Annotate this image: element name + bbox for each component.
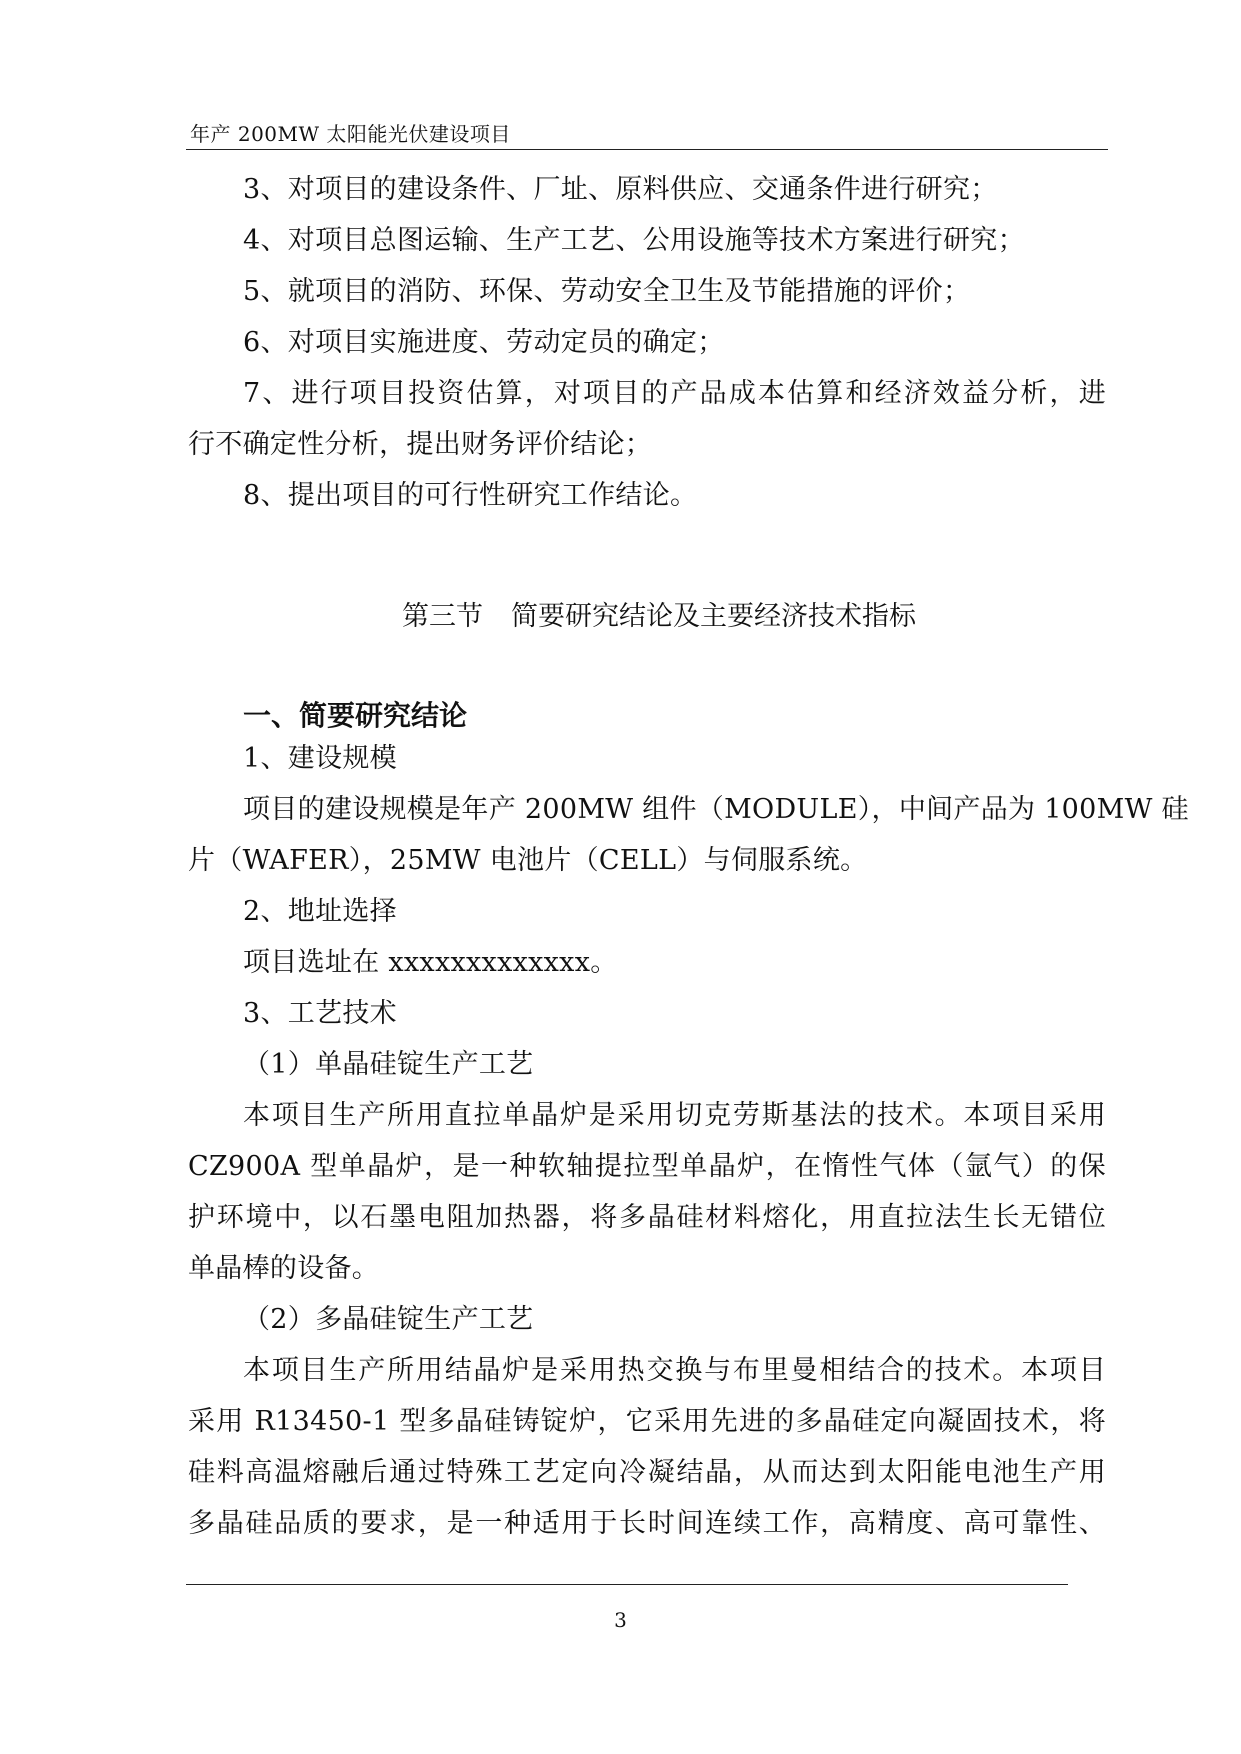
list-item: 3、对项目的建设条件、厂址、原料供应、交通条件进行研究；: [243, 174, 998, 205]
list-item: 5、就项目的消防、环保、劳动安全卫生及节能措施的评价；: [243, 276, 971, 307]
item-heading: 1、建设规模: [243, 743, 397, 774]
list-item-continuation: 行不确定性分析，提出财务评价结论；: [188, 429, 653, 460]
paragraph-line: 片（WAFER），25MW 电池片（CELL）与伺服系统。: [188, 845, 868, 876]
paragraph-line: 本项目生产所用直拉单晶炉是采用切克劳斯基法的技术。本项目采用: [243, 1100, 1106, 1131]
paragraph-line: 项目选址在 xxxxxxxxxxxxx。: [243, 947, 618, 978]
item-heading: 3、工艺技术: [243, 998, 397, 1029]
page-number: 3: [614, 1608, 627, 1632]
section-number: 第三节: [402, 601, 483, 632]
sub-item-heading: （2）多晶硅锭生产工艺: [243, 1304, 534, 1335]
footer-divider: [186, 1584, 1068, 1585]
running-header: 年产 200MW 太阳能光伏建设项目: [190, 122, 511, 146]
section-name: 简要研究结论及主要经济技术指标: [511, 601, 916, 632]
list-item: 6、对项目实施进度、劳动定员的确定；: [243, 327, 725, 358]
list-item: 7、进行项目投资估算，对项目的产品成本估算和经济效益分析，进: [243, 378, 1106, 409]
sub-item-heading: （1）单晶硅锭生产工艺: [243, 1049, 534, 1080]
paragraph-line: 硅料高温熔融后通过特殊工艺定向冷凝结晶，从而达到太阳能电池生产用: [188, 1457, 1106, 1488]
paragraph-line: CZ900A 型单晶炉，是一种软轴提拉型单晶炉，在惰性气体（氩气）的保: [188, 1151, 1106, 1182]
item-heading: 2、地址选择: [243, 896, 397, 927]
paragraph-line: 护环境中，以石墨电阻加热器，将多晶硅材料熔化，用直拉法生长无错位: [188, 1202, 1106, 1233]
paragraph-line: 项目的建设规模是年产 200MW 组件（MODULE），中间产品为 100MW 硅: [243, 794, 1189, 825]
list-item: 8、提出项目的可行性研究工作结论。: [243, 480, 698, 511]
paragraph-line: 采用 R13450-1 型多晶硅铸锭炉，它采用先进的多晶硅定向凝固技术，将: [188, 1406, 1106, 1437]
paragraph-line: 本项目生产所用结晶炉是采用热交换与布里曼相结合的技术。本项目: [243, 1355, 1106, 1386]
paragraph-line: 单晶棒的设备。: [188, 1253, 380, 1284]
header-divider: [186, 149, 1108, 150]
section-title: [402, 594, 916, 633]
subsection-heading: 一、简要研究结论: [243, 699, 468, 732]
list-item: 4、对项目总图运输、生产工艺、公用设施等技术方案进行研究；: [243, 225, 1025, 256]
paragraph-line: 多晶硅品质的要求，是一种适用于长时间连续工作，高精度、高可靠性、: [188, 1508, 1106, 1539]
